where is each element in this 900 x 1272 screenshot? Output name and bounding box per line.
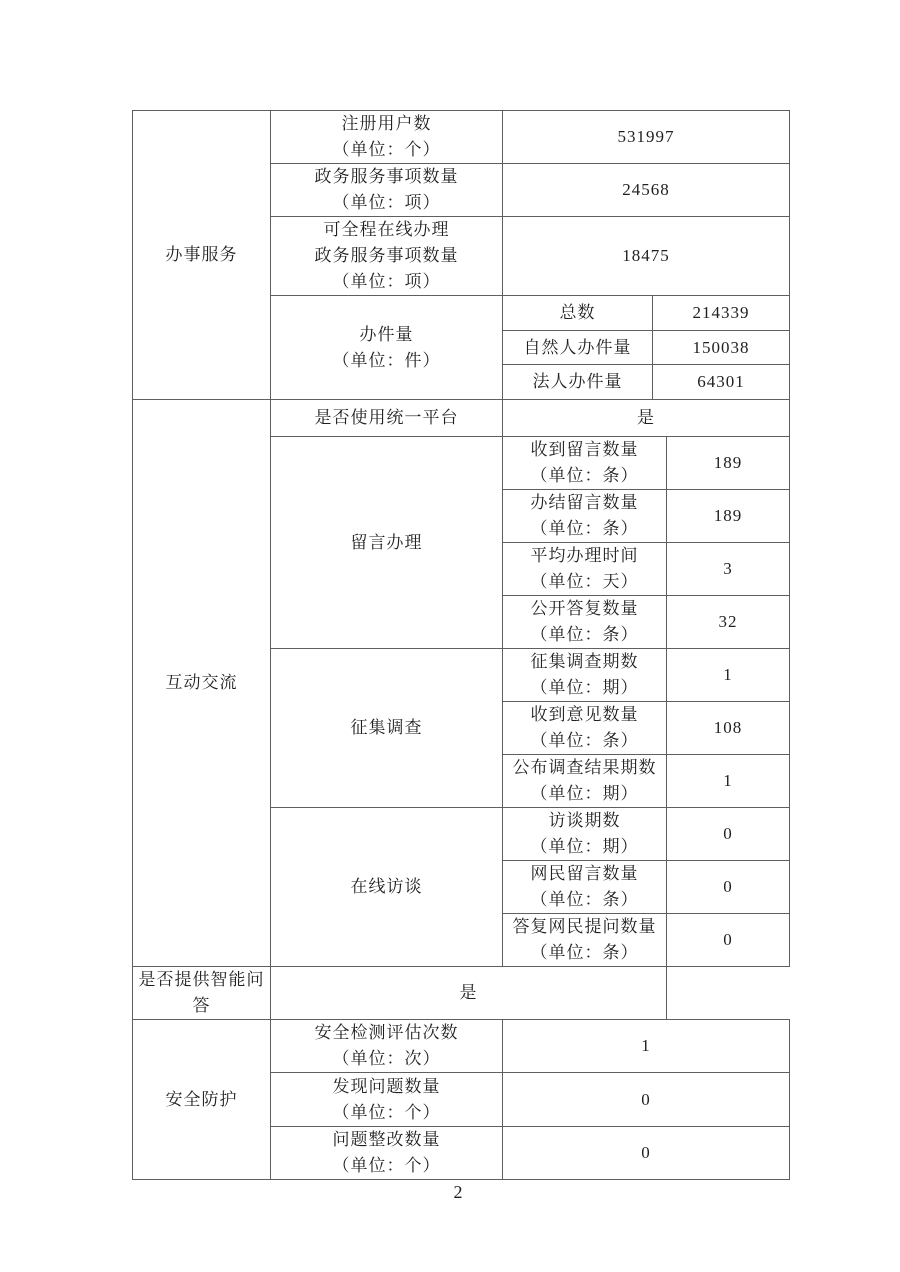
row-label: 办结留言数量 — [530, 493, 639, 512]
row-label: 注册用户数 — [341, 114, 432, 133]
row-label: 网民留言数量 — [530, 864, 639, 883]
label-cell-survey-issues — [503, 649, 667, 702]
value-cell-legal-person: 64301 — [653, 365, 790, 400]
value-cell-total: 214339 — [653, 296, 790, 331]
value-cell-online-service-items: 18475 — [503, 217, 790, 296]
value-cell-service-items: 24568 — [503, 164, 790, 217]
row-unit: （单位：项） — [332, 272, 441, 291]
value-cell-natural-person: 150038 — [653, 331, 790, 365]
group-label: 办事服务 — [165, 245, 238, 264]
value-cell-survey-issues: 1 — [667, 649, 790, 702]
value-cell-smart-qa: 是 — [271, 967, 667, 1020]
group-cell-anquan-fanghu — [133, 1020, 271, 1180]
row-unit: （单位：条） — [530, 466, 639, 485]
label-cell-opinions-received — [503, 702, 667, 755]
row-unit: （单位：条） — [530, 625, 639, 644]
group-cell-hudong-jiaoliu — [133, 400, 271, 967]
page-number: 2 — [453, 1182, 463, 1202]
row-label: 平均办理时间 — [530, 546, 639, 565]
label-cell-online-service-items — [271, 217, 503, 296]
value-cell-netizen-questions-answered: 0 — [667, 914, 790, 967]
value-cell-problems-rectified: 0 — [503, 1127, 790, 1180]
row-label-2: 政务服务事项数量 — [314, 246, 459, 265]
row-unit: （单位：项） — [332, 193, 441, 212]
label-cell-survey-results-published — [503, 755, 667, 808]
label-cell-registered-users — [271, 111, 503, 164]
row-unit: （单位：条） — [530, 519, 639, 538]
row-label: 公布调查结果期数 — [512, 758, 657, 777]
row-label: 发现问题数量 — [332, 1076, 441, 1096]
subgroup-cell-zaixian-fangtan: 在线访谈 — [271, 808, 503, 967]
label-cell-total: 总数 — [503, 296, 653, 331]
row-label: 答复网民提问数量 — [512, 917, 657, 936]
value-cell-opinions-received: 108 — [667, 702, 790, 755]
value-cell-security-assessments: 1 — [503, 1020, 790, 1073]
subgroup-label: 办件量 — [359, 324, 414, 344]
row-unit: （单位：条） — [530, 943, 639, 962]
label-cell-legal-person: 法人办件量 — [503, 365, 653, 400]
group-label: 互动交流 — [165, 673, 238, 692]
row-unit: （单位：条） — [530, 731, 639, 750]
label-cell-avg-handling-time — [503, 543, 667, 596]
row-label: 收到意见数量 — [530, 705, 639, 724]
label-cell-messages-received — [503, 437, 667, 490]
row-label: 可全程在线办理 — [323, 220, 450, 239]
row-label: 政务服务事项数量 — [314, 167, 459, 186]
value-cell-registered-users: 531997 — [503, 111, 790, 164]
row-unit: （单位：条） — [530, 890, 639, 909]
value-cell-messages-received: 189 — [667, 437, 790, 490]
label-cell-public-replies — [503, 596, 667, 649]
value-cell-problems-found: 0 — [503, 1073, 790, 1127]
group-label: 安全防护 — [165, 1089, 238, 1109]
subgroup-unit: （单位：件） — [332, 350, 441, 370]
row-unit: （单位：期） — [530, 784, 639, 803]
label-cell-netizen-messages — [503, 861, 667, 914]
table-row — [133, 967, 790, 1020]
row-label: 征集调查期数 — [530, 652, 639, 671]
row-label: 收到留言数量 — [530, 440, 639, 459]
table-row — [133, 400, 790, 437]
row-unit: （单位：次） — [332, 1049, 441, 1068]
label-cell-natural-person: 自然人办件量 — [503, 331, 653, 365]
label-cell-problems-rectified — [271, 1127, 503, 1180]
label-cell-service-items — [271, 164, 503, 217]
value-cell-interview-issues: 0 — [667, 808, 790, 861]
subgroup-cell-banjianliang — [271, 296, 503, 400]
value-cell-survey-results-published: 1 — [667, 755, 790, 808]
row-label: 公开答复数量 — [530, 599, 639, 618]
label-cell-netizen-questions-answered — [503, 914, 667, 967]
row-label: 访谈期数 — [548, 811, 621, 830]
value-cell-unified-platform: 是 — [503, 400, 790, 437]
row-unit: （单位：天） — [530, 572, 639, 591]
row-unit: （单位：个） — [332, 1102, 441, 1122]
label-cell-problems-found — [271, 1073, 503, 1127]
label-cell-unified-platform: 是否使用统一平台 — [271, 400, 503, 437]
label-cell-security-assessments — [271, 1020, 503, 1073]
group-cell-banshi-fuwu — [133, 111, 271, 400]
subgroup-cell-zhengji-diaocha: 征集调查 — [271, 649, 503, 808]
value-cell-messages-handled: 189 — [667, 490, 790, 543]
row-unit: （单位：期） — [530, 837, 639, 856]
row-label: 安全检测评估次数 — [314, 1023, 459, 1042]
subgroup-cell-liuyan-banli: 留言办理 — [271, 437, 503, 649]
label-cell-messages-handled — [503, 490, 667, 543]
value-cell-avg-handling-time: 3 — [667, 543, 790, 596]
row-unit: （单位：个） — [332, 1156, 441, 1175]
row-unit: （单位：期） — [530, 678, 639, 697]
label-cell-interview-issues — [503, 808, 667, 861]
label-cell-smart-qa: 是否提供智能问答 — [133, 967, 271, 1020]
value-cell-public-replies: 32 — [667, 596, 790, 649]
table-row — [133, 1020, 790, 1073]
table-row — [133, 111, 790, 164]
row-label: 问题整改数量 — [332, 1130, 441, 1149]
value-cell-netizen-messages: 0 — [667, 861, 790, 914]
statistics-table — [132, 110, 790, 1180]
row-unit: （单位：个） — [332, 140, 441, 159]
